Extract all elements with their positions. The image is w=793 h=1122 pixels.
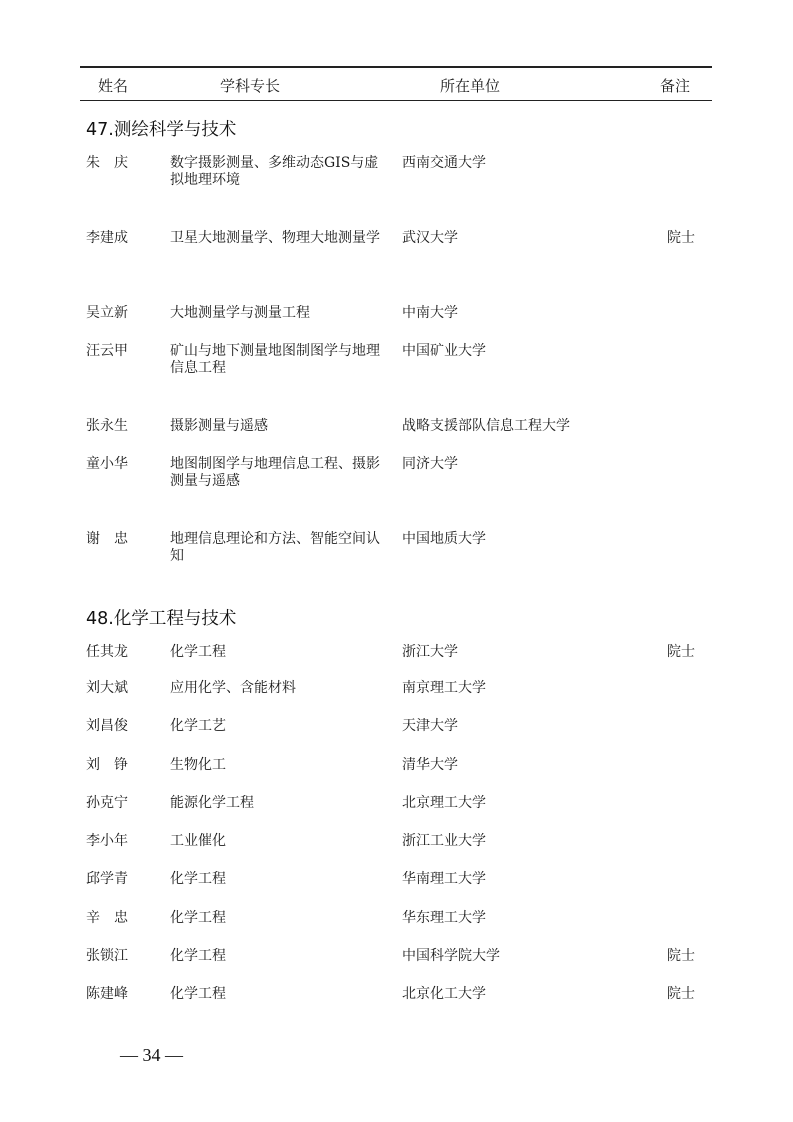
header-field: 学科专长 [220, 77, 281, 95]
cell-field: 应用化学、含能材料 [170, 680, 296, 696]
cell-name: 谢 忠 [86, 531, 128, 547]
cell-field: 化学工程 [170, 644, 226, 660]
cell-name: 孙克宁 [86, 795, 128, 811]
cell-name: 李小年 [86, 833, 128, 849]
cell-unit: 华南理工大学 [402, 871, 486, 887]
page-number: — 34 — [120, 1045, 183, 1065]
cell-field: 化学工程 [170, 948, 226, 964]
cell-name: 邱学青 [86, 871, 128, 887]
cell-field: 大地测量学与测量工程 [170, 305, 310, 321]
cell-field: 化学工程 [170, 871, 226, 887]
cell-name: 汪云甲 [86, 343, 128, 359]
section-title: 47.测绘科学与技术 [86, 120, 237, 140]
cell-unit: 华东理工大学 [402, 910, 486, 926]
cell-unit: 武汉大学 [402, 230, 458, 246]
cell-note: 院士 [667, 948, 695, 964]
cell-name: 张永生 [86, 418, 128, 434]
cell-field: 化学工艺 [170, 718, 226, 734]
cell-unit: 北京理工大学 [402, 795, 486, 811]
cell-field: 矿山与地下测量地图制图学与地理信息工程 [170, 343, 380, 376]
cell-field: 生物化工 [170, 757, 226, 773]
cell-name: 吴立新 [86, 305, 128, 321]
cell-unit: 西南交通大学 [402, 155, 486, 171]
cell-unit: 战略支援部队信息工程大学 [402, 418, 570, 434]
cell-field: 卫星大地测量学、物理大地测量学 [170, 230, 380, 246]
cell-field: 工业催化 [170, 833, 226, 849]
cell-field: 地理信息理论和方法、智能空间认知 [170, 531, 380, 564]
cell-name: 辛 忠 [86, 910, 128, 926]
header-note: 备注 [660, 77, 691, 95]
cell-name: 刘 铮 [86, 757, 128, 773]
cell-note: 院士 [667, 230, 695, 246]
cell-note: 院士 [667, 986, 695, 1002]
cell-unit: 同济大学 [402, 456, 458, 472]
header-name: 姓名 [98, 77, 129, 95]
cell-name: 朱 庆 [86, 155, 128, 171]
cell-unit: 中南大学 [402, 305, 458, 321]
cell-unit: 中国地质大学 [402, 531, 486, 547]
cell-name: 李建成 [86, 230, 128, 246]
cell-field: 化学工程 [170, 986, 226, 1002]
cell-unit: 中国科学院大学 [402, 948, 500, 964]
header-unit: 所在单位 [440, 77, 501, 95]
cell-name: 刘大斌 [86, 680, 128, 696]
cell-name: 童小华 [86, 456, 128, 472]
cell-unit: 天津大学 [402, 718, 458, 734]
cell-field: 地图制图学与地理信息工程、摄影测量与遥感 [170, 456, 380, 489]
cell-name: 张锁江 [86, 948, 128, 964]
cell-unit: 浙江工业大学 [402, 833, 486, 849]
cell-unit: 浙江大学 [402, 644, 458, 660]
section-title: 48.化学工程与技术 [86, 609, 237, 629]
cell-name: 刘昌俊 [86, 718, 128, 734]
cell-field: 摄影测量与遥感 [170, 418, 268, 434]
cell-field: 能源化学工程 [170, 795, 254, 811]
cell-unit: 北京化工大学 [402, 986, 486, 1002]
cell-field: 化学工程 [170, 910, 226, 926]
table-header [80, 66, 712, 101]
cell-unit: 中国矿业大学 [402, 343, 486, 359]
cell-name: 陈建峰 [86, 986, 128, 1002]
cell-field: 数字摄影测量、多维动态GIS与虚拟地理环境 [170, 155, 379, 188]
cell-unit: 清华大学 [402, 757, 458, 773]
cell-note: 院士 [667, 644, 695, 660]
cell-name: 任其龙 [86, 644, 128, 660]
cell-unit: 南京理工大学 [402, 680, 486, 696]
